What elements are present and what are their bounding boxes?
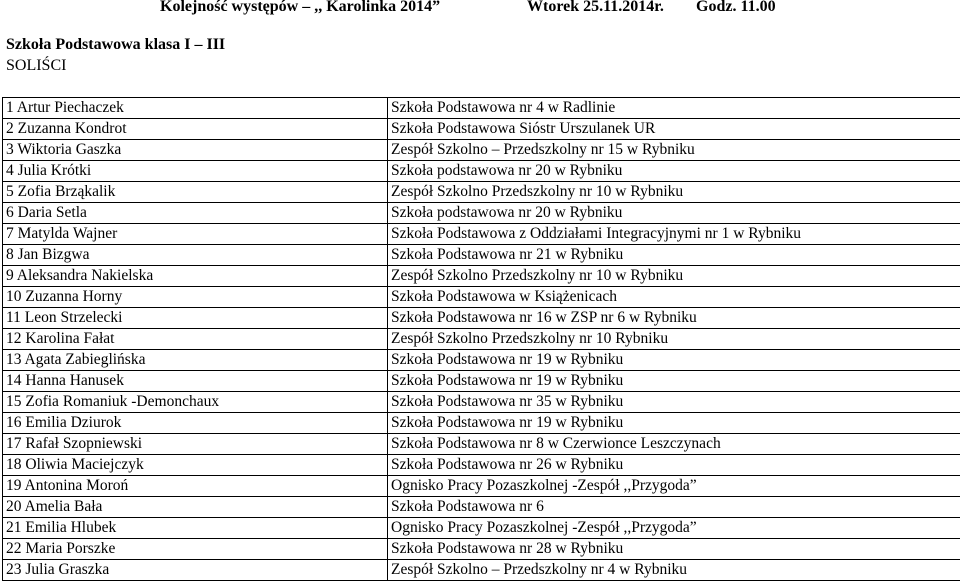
performer-name-cell: 10 Zuzanna Horny bbox=[3, 287, 388, 308]
school-cell: Ognisko Pracy Pozaszkolnej -Zespół ,,Przygoda” bbox=[388, 476, 960, 497]
school-cell: Szkoła Podstawowa nr 35 w Rybniku bbox=[388, 392, 960, 413]
table-row bbox=[3, 182, 960, 203]
school-cell: Szkoła podstawowa nr 20 w Rybniku bbox=[388, 161, 960, 182]
school-cell: Zespół Szkolno Przedszkolny nr 10 Rybniku bbox=[388, 329, 960, 350]
table-row bbox=[3, 287, 960, 308]
school-cell: Szkoła Podstawowa nr 16 w ZSP nr 6 w Rybniku bbox=[388, 308, 960, 329]
table-row bbox=[3, 434, 960, 455]
school-cell: Szkoła Podstawowa nr 19 w Rybniku bbox=[388, 413, 960, 434]
school-cell: Zespół Szkolno – Przedszkolny nr 4 w Rybniku bbox=[388, 560, 960, 581]
document-title: Kolejność występów – ,, Karolinka 2014” bbox=[160, 0, 441, 15]
table-row bbox=[3, 518, 960, 539]
performer-name-cell: 11 Leon Strzelecki bbox=[3, 308, 388, 329]
table-row bbox=[3, 98, 960, 119]
performer-name-cell: 23 Julia Graszka bbox=[3, 560, 388, 581]
table-row bbox=[3, 392, 960, 413]
table-row bbox=[3, 308, 960, 329]
school-group-heading: Szkoła Podstawowa klasa I – III bbox=[6, 36, 226, 53]
performer-name-cell: 13 Agata Zabieglińska bbox=[3, 350, 388, 371]
table-row bbox=[3, 329, 960, 350]
table-row bbox=[3, 119, 960, 140]
performer-name-cell: 15 Zofia Romaniuk -Demonchaux bbox=[3, 392, 388, 413]
school-cell: Szkoła Podstawowa nr 26 w Rybniku bbox=[388, 455, 960, 476]
performer-name-cell: 1 Artur Piechaczek bbox=[3, 98, 388, 119]
table-row bbox=[3, 350, 960, 371]
table-row bbox=[3, 476, 960, 497]
performer-name-cell: 18 Oliwia Maciejczyk bbox=[3, 455, 388, 476]
table-row bbox=[3, 224, 960, 245]
event-date: Wtorek 25.11.2014r. bbox=[527, 0, 664, 15]
school-cell: Szkoła Podstawowa nr 19 w Rybniku bbox=[388, 350, 960, 371]
performer-name-cell: 19 Antonina Moroń bbox=[3, 476, 388, 497]
performer-name-cell: 7 Matylda Wajner bbox=[3, 224, 388, 245]
table-row bbox=[3, 497, 960, 518]
school-cell: Szkoła Podstawowa Sióstr Urszulanek UR bbox=[388, 119, 960, 140]
performer-name-cell: 17 Rafał Szopniewski bbox=[3, 434, 388, 455]
school-cell: Zespół Szkolno Przedszkolny nr 10 w Rybniku bbox=[388, 266, 960, 287]
performer-name-cell: 5 Zofia Brząkalik bbox=[3, 182, 388, 203]
table-row bbox=[3, 455, 960, 476]
performer-name-cell: 8 Jan Bizgwa bbox=[3, 245, 388, 266]
performer-name-cell: 2 Zuzanna Kondrot bbox=[3, 119, 388, 140]
table-row bbox=[3, 266, 960, 287]
school-cell: Szkoła Podstawowa nr 6 bbox=[388, 497, 960, 518]
event-time: Godz. 11.00 bbox=[696, 0, 776, 15]
table-row bbox=[3, 539, 960, 560]
school-cell: Szkoła Podstawowa nr 4 w Radlinie bbox=[388, 98, 960, 119]
school-cell: Szkoła Podstawowa nr 19 w Rybniku bbox=[388, 371, 960, 392]
table-row bbox=[3, 245, 960, 266]
table-row bbox=[3, 161, 960, 182]
table-row bbox=[3, 560, 960, 581]
table-row bbox=[3, 203, 960, 224]
school-cell: Szkoła Podstawowa z Oddziałami Integracyjnymi nr 1 w Rybniku bbox=[388, 224, 960, 245]
school-cell: Zespół Szkolno – Przedszkolny nr 15 w Rybniku bbox=[388, 140, 960, 161]
performer-name-cell: 12 Karolina Fałat bbox=[3, 329, 388, 350]
performer-name-cell: 4 Julia Krótki bbox=[3, 161, 388, 182]
performers-table bbox=[2, 97, 960, 581]
performer-name-cell: 6 Daria Setla bbox=[3, 203, 388, 224]
performer-name-cell: 9 Aleksandra Nakielska bbox=[3, 266, 388, 287]
school-cell: Zespół Szkolno Przedszkolny nr 10 w Rybniku bbox=[388, 182, 960, 203]
performer-name-cell: 22 Maria Porszke bbox=[3, 539, 388, 560]
performer-name-cell: 3 Wiktoria Gaszka bbox=[3, 140, 388, 161]
school-cell: Szkoła Podstawowa nr 21 w Rybniku bbox=[388, 245, 960, 266]
category-heading: SOLIŚCI bbox=[6, 57, 67, 74]
table-row bbox=[3, 371, 960, 392]
table-row bbox=[3, 413, 960, 434]
school-cell: Szkoła podstawowa nr 20 w Rybniku bbox=[388, 203, 960, 224]
school-cell: Szkoła Podstawowa w Książenicach bbox=[388, 287, 960, 308]
performer-name-cell: 14 Hanna Hanusek bbox=[3, 371, 388, 392]
school-cell: Ognisko Pracy Pozaszkolnej -Zespół ,,Przygoda” bbox=[388, 518, 960, 539]
table-row bbox=[3, 140, 960, 161]
performer-name-cell: 21 Emilia Hlubek bbox=[3, 518, 388, 539]
school-cell: Szkoła Podstawowa nr 8 w Czerwionce Leszczynach bbox=[388, 434, 960, 455]
performer-name-cell: 20 Amelia Bała bbox=[3, 497, 388, 518]
school-cell: Szkoła Podstawowa nr 28 w Rybniku bbox=[388, 539, 960, 560]
performer-name-cell: 16 Emilia Dziurok bbox=[3, 413, 388, 434]
